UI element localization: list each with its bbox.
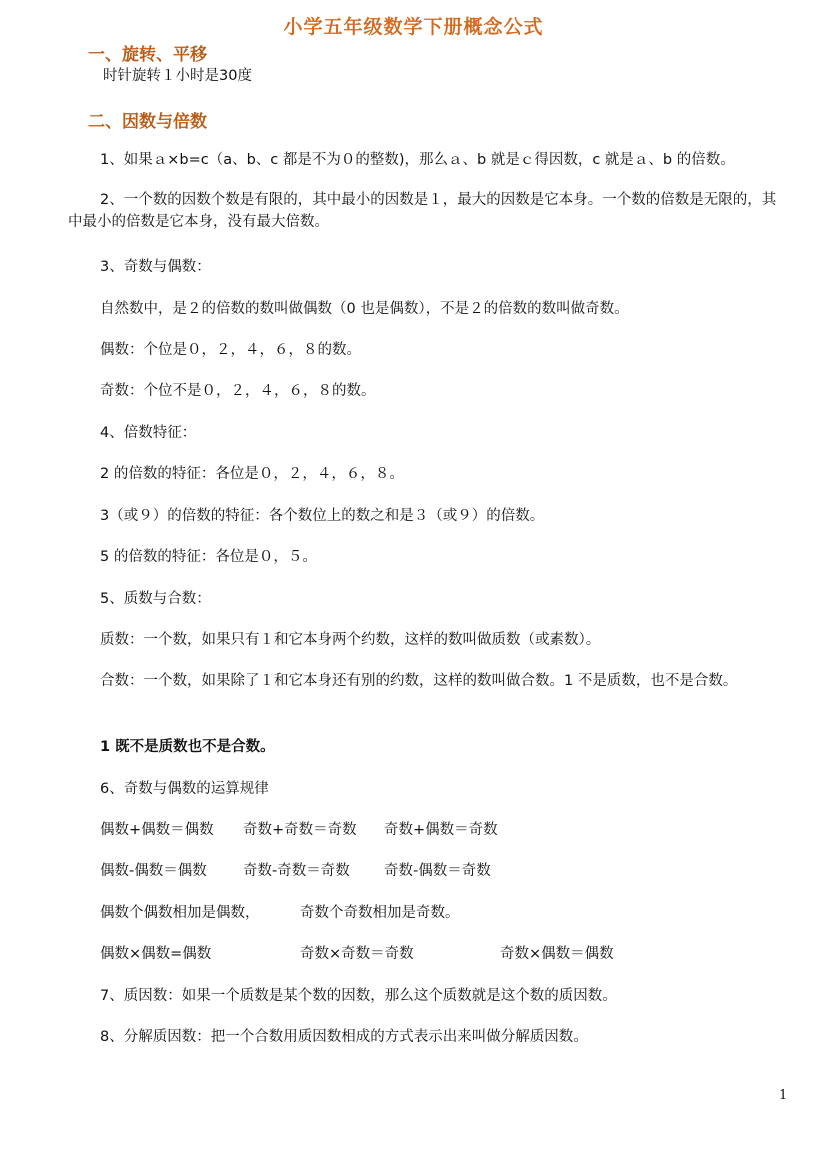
paragraph-prime-factorization: 8、分解质因数：把一个合数用质因数相成的方式表示出来叫做分解质因数。 (100, 1029, 588, 1045)
rule-odd-plus-even: 奇数+偶数＝奇数 (384, 822, 498, 838)
rule-even-times-even: 偶数×偶数=偶数 (100, 946, 212, 962)
page-number: 1 (779, 1088, 788, 1103)
rule-odd-times-even: 奇数×偶数＝偶数 (500, 946, 614, 962)
rule-odd-plus-odd: 奇数+奇数＝奇数 (243, 822, 357, 838)
paragraph-composite-def: 合数：一个数，如果除了１和它本身还有别的约数，这样的数叫做合数。1 不是质数，也不是合数。 (100, 673, 738, 689)
paragraph-even-def: 偶数：个位是０，２，４，６，８的数。 (100, 342, 361, 358)
rule-odd-times-odd: 奇数×奇数＝奇数 (300, 946, 414, 962)
paragraph-operation-rules: 6、奇数与偶数的运算规律 (100, 781, 269, 797)
paragraph-prime-def: 质数：一个数，如果只有１和它本身两个约数，这样的数叫做质数（或素数）。 (100, 632, 601, 648)
paragraph-multiple-of-5: 5 的倍数的特征：各位是０，５。 (100, 549, 317, 565)
paragraph-odd-def: 奇数：个位不是０，２，４，６，８的数。 (100, 383, 376, 399)
paragraph-prime-composite-heading: 5、质数与合数： (100, 591, 211, 607)
rotation-text: 时针旋转１小时是30度 (103, 68, 252, 84)
paragraph-prime-factor: 7、质因数：如果一个质数是某个数的因数，那么这个质数就是这个数的质因数。 (100, 988, 617, 1004)
rule-odd-count-sum: 奇数个奇数相加是奇数。 (300, 905, 460, 921)
paragraph-multiple-of-2: 2 的倍数的特征：各位是０，２，４，６，８。 (100, 466, 404, 482)
section-heading-factors: 二、因数与倍数 (88, 112, 207, 132)
paragraph-odd-even-heading: 3、奇数与偶数： (100, 259, 211, 275)
section-heading-rotation: 一、旋转、平移 (88, 45, 207, 65)
document-title: 小学五年级数学下册概念公式 (283, 16, 544, 38)
rule-even-count-sum: 偶数个偶数相加是偶数， (100, 905, 260, 921)
paragraph-odd-even-def: 自然数中，是２的倍数的数叫做偶数（0 也是偶数），不是２的倍数的数叫做奇数。 (100, 301, 629, 317)
rule-even-plus-even: 偶数+偶数＝偶数 (100, 822, 214, 838)
rule-odd-minus-odd: 奇数-奇数＝奇数 (243, 863, 350, 879)
paragraph-factor-count: 2、一个数的因数个数是有限的，其中最小的因数是１，最大的因数是它本身。一个数的倍数是无限的，其中最小的倍数是它本身，没有最大倍数。 (68, 192, 777, 230)
rule-odd-minus-even: 奇数-偶数＝奇数 (384, 863, 491, 879)
rule-even-minus-even: 偶数-偶数＝偶数 (100, 863, 207, 879)
paragraph-one-note: 1 既不是质数也不是合数。 (100, 739, 275, 755)
paragraph-multiple-of-3-9: 3（或９）的倍数的特征：各个数位上的数之和是３（或９）的倍数。 (100, 508, 545, 524)
paragraph-definition: 1、如果ａ×b=c（a、b、c 都是不为０的整数)，那么ａ、b 就是ｃ得因数，c 就是ａ、b 的倍数。 (100, 152, 735, 168)
paragraph-multiple-features: 4、倍数特征： (100, 425, 197, 441)
